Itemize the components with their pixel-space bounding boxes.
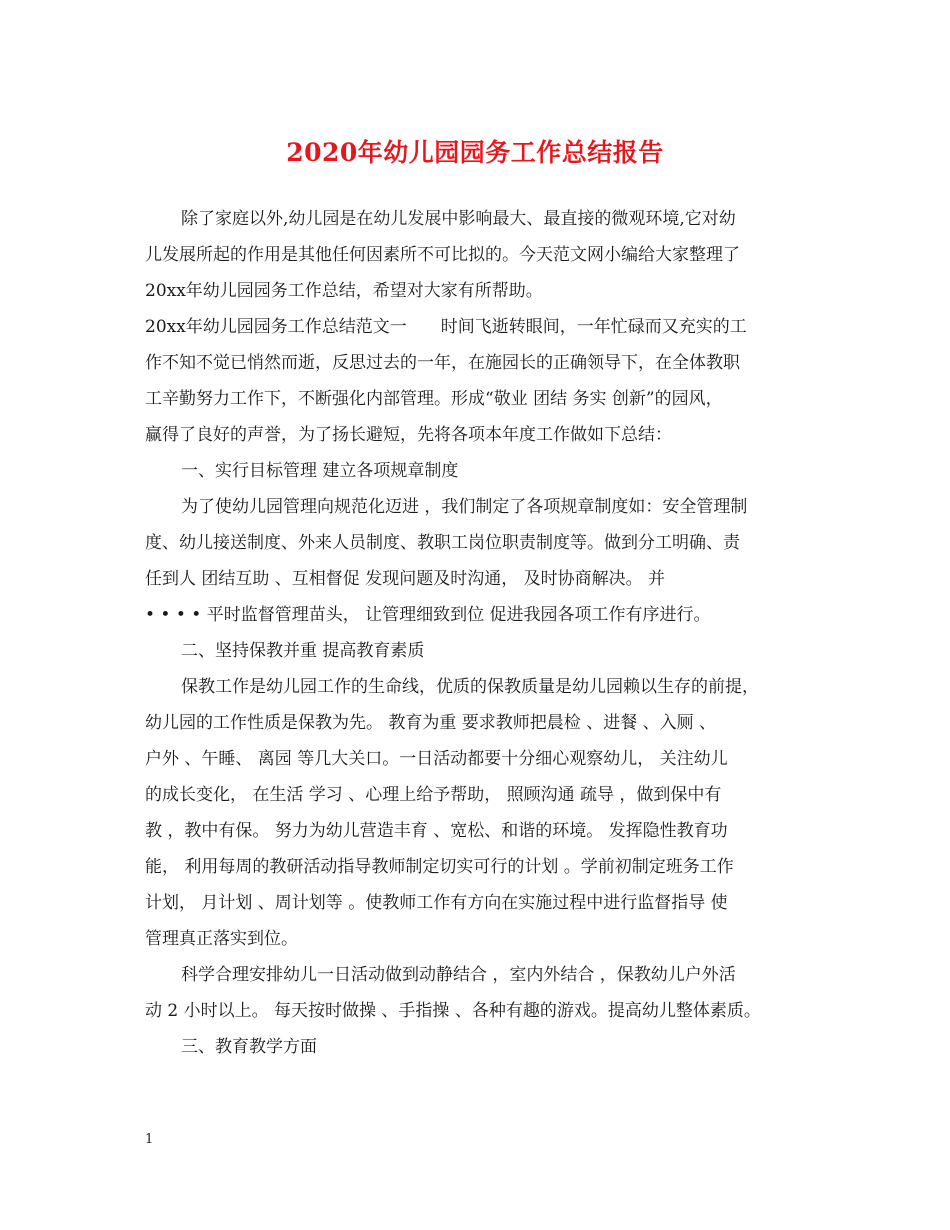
- body-line: 儿发展所起的作用是其他任何因素所不可比拟的。今天范文网小编给大家整理了: [145, 245, 740, 265]
- body-line: 作不知不觉已悄然而逝，反思过去的一年，在施园长的正确领导下，在全体教职: [145, 353, 740, 373]
- body-line: • • • • 平时监督管理苗头， 让管理细致到位 促进我园各项工作有序进行。: [145, 605, 711, 625]
- body-line: 工辛勤努力工作下，不断强化内部管理。形成“敬业 团结 务实 创新”的园风，: [145, 389, 723, 409]
- body-line: 任到人 团结互助 、互相督促 发现问题及时沟通， 及时协商解决。 并: [145, 569, 666, 589]
- section-heading: 三、教育教学方面: [181, 1037, 317, 1057]
- body-line: 除了家庭以外,幼儿园是在幼儿发展中影响最大、最直接的微观环境,它对幼: [181, 209, 736, 229]
- section-heading: 二、坚持保教并重 提高教育素质: [181, 641, 425, 661]
- body-line: 保教工作是幼儿园工作的生命线，优质的保教质量是幼儿园赖以生存的前提，: [181, 677, 759, 697]
- body-line: 管理真正落实到位。: [145, 929, 298, 949]
- body-line: 计划， 月计划 、周计划等 。使教师工作有方向在实施过程中进行监督指导 使: [145, 893, 728, 913]
- body-line: 20xx年幼儿园园务工作总结，希望对大家有所帮助。: [145, 281, 543, 301]
- body-line: 能， 利用每周的教研活动指导教师制定切实可行的计划 。学前初制定班务工作: [145, 857, 734, 877]
- document-title: 2020年幼儿园园务工作总结报告: [286, 138, 664, 167]
- body-line: 户外 、午睡、 离园 等几大关口。一日活动都要十分细心观察幼儿， 关注幼儿: [145, 749, 728, 769]
- body-line: 度、幼儿接送制度、外来人员制度、教职工岗位职责制度等。做到分工明确、责: [145, 533, 740, 553]
- page-number: 1: [145, 1132, 154, 1147]
- body-line: 20xx年幼儿园园务工作总结范文一 时间飞逝转眼间，一年忙碌而又充实的工: [145, 317, 747, 337]
- body-line: 的成长变化， 在生活 学习 、心理上给予帮助， 照顾沟通 疏导 ，做到保中有: [145, 785, 722, 805]
- section-heading: 一、实行目标管理 建立各项规章制度: [181, 461, 459, 481]
- body-line: 幼儿园的工作性质是保教为先。 教育为重 要求教师把晨检 、进餐 、入厕 、: [145, 713, 717, 733]
- body-line: 教 ，教中有保。 努力为幼儿营造丰育 、宽松、和谐的环境。 发挥隐性教育功: [145, 821, 728, 841]
- body-line: 科学合理安排幼儿一日活动做到动静结合 ，室内外结合 ，保教幼儿户外活: [181, 965, 736, 985]
- body-line: 动 2 小时以上。 每天按时做操 、手指操 、各种有趣的游戏。提高幼儿整体素质。: [145, 1001, 761, 1021]
- body-line: 为了使幼儿园管理向规范化迈进 ，我们制定了各项规章制度如：安全管理制: [181, 497, 748, 517]
- body-line: 赢得了良好的声誉，为了扬长避短，先将各项本年度工作做如下总结：: [145, 425, 672, 445]
